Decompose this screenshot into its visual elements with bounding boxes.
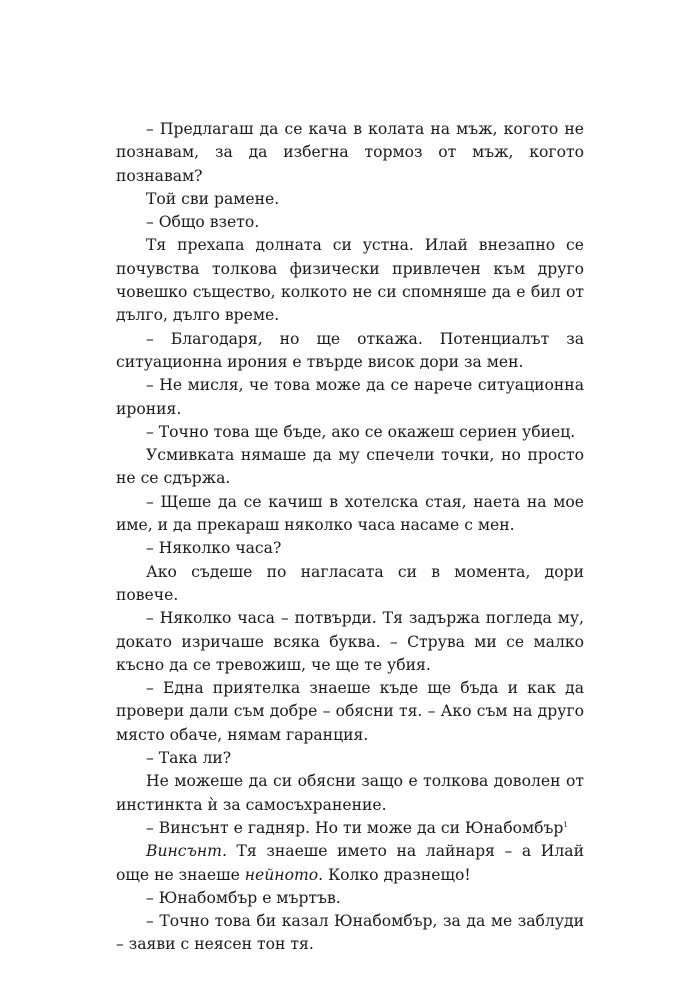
paragraph: – Не мисля, че това може да се нарече ситуационна ирония. — [116, 376, 584, 418]
paragraph: – Общо взето. — [146, 213, 260, 232]
paragraph: – Няколко часа? — [146, 539, 282, 558]
paragraph: – Винсънт е гадняр. Но ти може да си Юнабомбър$^1$ — [146, 818, 568, 837]
paragraph: – Така ли? — [146, 749, 232, 768]
page-text — [116, 118, 584, 957]
italic-text: нейното — [244, 865, 319, 884]
paragraph: – Юнабомбър е мъртъв. — [146, 888, 341, 907]
paragraph: Той сви рамене. — [146, 189, 280, 208]
footnote-marker[interactable]: 1 — [563, 820, 568, 829]
paragraph: – Няколко часа – потвърди. Тя задържа погледа му, докато изричаше всяка буква. – Струва ми се малко късно да се тревожиш, че ще те убия. — [116, 609, 584, 674]
italic-text: Винсънт — [146, 842, 222, 861]
paragraph: Ако съдеше по нагласата си в момента, дори повече. — [116, 562, 584, 604]
paragraph: Винсънт. Тя знаеше името на лайнаря – а Илай още не знаеше нейното. Колко дразнещо! — [116, 842, 584, 884]
paragraph: Усмивката нямаше да му спечели точки, но просто не се сдържа. — [116, 446, 584, 488]
paragraph: Не можеше да си обясни защо е толкова доволен от инстинкта ѝ за самосъхранение. — [116, 772, 584, 814]
paragraph: – Точно това би казал Юнабомбър, за да ме заблуди – заяви с неясен тон тя. — [116, 912, 584, 954]
paragraph: Тя прехапа долната си устна. Илай внезапно се почувства толкова физически привлечен към друго човешко същество, колкото не си спомняше да е бил от дълго, дълго време. — [116, 236, 584, 325]
paragraph: – Щеше да се качиш в хотелска стая, наета на мое име, и да прекараш няколко часа насаме с мен. — [116, 492, 584, 535]
paragraph: – Предлагаш да се кача в колата на мъж, когото не познавам, за да избегна тормоз от мъж, когото познавам? — [116, 120, 584, 185]
paragraph: – Благодаря, но ще откажа. Потенциалът за ситуационна ирония е твърде висок дори за мен. — [116, 329, 584, 371]
paragraph: – Една приятелка знаеше къде ще бъда и как да провери дали съм добре – обясни тя. – Ако съм на друго място обаче, нямам гаранция. — [116, 679, 584, 744]
paragraph: – Точно това ще бъде, ако се окажеш сериен убиец. — [146, 422, 576, 441]
